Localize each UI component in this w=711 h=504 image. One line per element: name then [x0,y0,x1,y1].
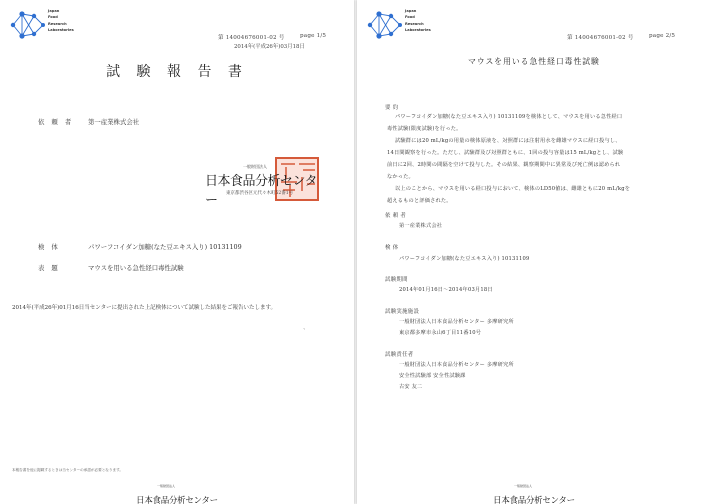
jfrl-logo [367,8,431,46]
footer-brand [0,484,354,504]
logo-wordmark [48,8,74,34]
summary-line: 以上のことから、マウスを用いる経口投与において、検体のLD50値は、雌雄ともに20 mL/kgを [395,186,631,192]
client-heading: 依 頼 者 [385,213,407,219]
facility-line: 一般財団法人日本食品分析センター 多摩研究所 [399,319,514,325]
footer-note: 本報告書を他に掲載するときは当センターの承認が必要となります。 [12,468,123,472]
page-indicator: page 1/5 [300,33,327,39]
period-value: 2014年01月16日～2014年03月18日 [399,287,493,293]
report-date: 2014年(平成26年)03月18日 [234,44,305,50]
logo-line: Laboratories [405,28,431,33]
logo-line: Research [405,21,424,26]
doc-number: 第 14004676001-02 号 [218,35,285,41]
issuer-address: 東京都渋谷区元代々木町52番1号 [226,191,294,196]
summary-line: 14日間観察を行った。ただし、試験群及び対照群ともに、1回の投与容量は15 mL/kgとし、試験 [387,150,624,156]
issuer-name: 日本食品分析センター [205,174,317,208]
summary-line: 超えるものと評価された。 [387,198,452,204]
director-line: 古安 友二 [399,384,423,390]
logo-line: Japan [48,9,60,13]
sample-label: 検 体 [38,243,61,251]
network-logo-icon [367,8,403,42]
issuer-type: 一般財団法人 [243,164,267,169]
stray-mark: 、 [303,324,310,331]
summary-line: パワーフコイダン加糖(なた豆エキス入り) 10131109を検体として、マウスを用いる急性経口 [395,114,623,120]
page-indicator: page 2/5 [649,33,676,39]
client-value: 第一産業株式会社 [88,118,140,126]
sample-value: パワーフコイダン加糖(なた豆エキス入り) 10131109 [399,256,530,262]
logo-wordmark [405,8,431,34]
director-line: 安全性試験部 安全性試験課 [399,373,466,379]
doc-number: 第 14004676001-02 号 [567,35,634,41]
report-statement: 2014年(平成26年)01月16日当センターに提出された上記検体について試験した結果をご報告いたします。 [12,305,277,311]
sample-value: パワーフコイダン加糖(なた豆エキス入り) 10131109 [88,243,242,251]
logo-line: Japan [405,9,417,13]
director-heading: 試験責任者 [385,352,414,358]
footer-brand-name: 日本食品分析センター [136,496,218,504]
client-label: 依 頼 者 [38,118,74,126]
jfrl-logo [10,8,74,46]
test-title: マウスを用いる急性経口毒性試験 [468,57,600,66]
footer-brand-type: 一般財団法人 [513,484,532,488]
report-title: 試 験 報 告 書 [106,64,248,80]
summary-line: なかった。 [387,174,414,180]
subject-value: マウスを用いる急性経口毒性試験 [88,264,184,272]
logo-line: Food [48,15,58,20]
report-page-1 [0,0,354,504]
footer-brand-type: 一般財団法人 [156,484,175,488]
network-logo-icon [10,8,46,42]
summary-line: 毒性試験(限度試験)を行った。 [387,126,462,132]
logo-line: Laboratories [48,28,74,33]
logo-line: Food [405,15,415,20]
facility-heading: 試験実施施設 [385,309,420,315]
sample-heading: 検 体 [385,245,399,251]
summary-line: 前日に2回、2時間の間隔を空けて投与した。その結果、観察期間中に異常及び死亡例は認められ [387,162,621,168]
footer-brand [357,484,711,504]
report-page-2 [357,0,711,504]
facility-line: 東京都多摩市永山6丁目11番10号 [399,330,482,336]
director-line: 一般財団法人日本食品分析センター 多摩研究所 [399,362,514,368]
footer-brand-name: 日本食品分析センター [493,496,575,504]
summary-line: 試験群には20 mL/kgの用量の検体原液を、対照群には注射用水を雌雄マウスに経口投与し、 [395,138,621,144]
client-value: 第一産業株式会社 [399,223,443,229]
period-heading: 試験期間 [385,277,408,283]
subject-label: 表 題 [38,264,61,272]
issuer-block [181,157,321,212]
summary-heading: 要 約 [385,105,399,111]
logo-line: Research [48,21,67,26]
